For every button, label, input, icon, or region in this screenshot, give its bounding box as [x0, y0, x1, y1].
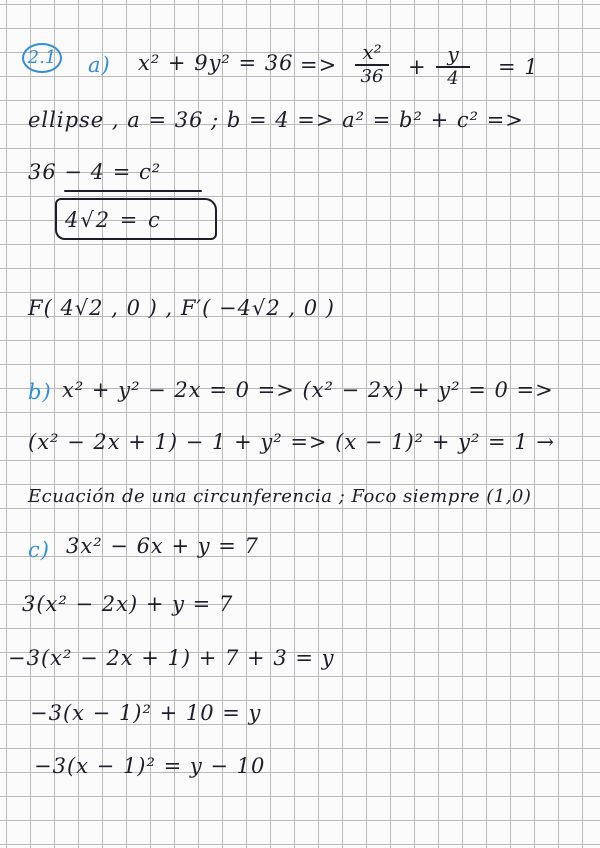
part-a-line2: ellipse , a = 36 ; b = 4 => a² = b² + c² =>: [28, 108, 524, 132]
part-c-label: c): [28, 538, 50, 562]
fraction-x-denominator: 36: [360, 66, 384, 87]
part-c-line2: 3(x² − 2x) + y = 7: [22, 592, 234, 616]
fraction-y-over-4: [436, 44, 470, 88]
exercise-number: 2.1: [27, 47, 57, 68]
fraction-plus: +: [408, 55, 427, 79]
fraction-rhs: = 1: [498, 55, 539, 79]
boxed-result: [55, 198, 217, 240]
exercise-number-badge: [22, 43, 62, 73]
part-a-foci: F( 4√2 , 0 ) , F′( −4√2 , 0 ): [28, 296, 335, 320]
part-a-line3: 36 − 4 = c²: [28, 160, 162, 184]
boxed-result-overline: [64, 190, 202, 192]
boxed-result-text: 4√2 = c: [65, 208, 162, 232]
fraction-x-numerator: x²: [362, 40, 382, 64]
fraction-y-denominator: 4: [447, 68, 459, 89]
part-b-line1: x² + y² − 2x = 0 => (x² − 2x) + y² = 0 =>: [62, 378, 554, 402]
part-b-line2: (x² − 2x + 1) − 1 + y² => (x − 1)² + y² = 1 →: [28, 430, 555, 454]
part-b-line3: Ecuación de una circunferencia ; Foco siempre (1,0): [28, 486, 532, 507]
part-b-label: b): [28, 380, 52, 404]
fraction-y-numerator: y: [447, 42, 459, 66]
fraction-x-over-36: [355, 42, 389, 86]
part-a-label: a): [88, 53, 111, 77]
part-c-line1: 3x² − 6x + y = 7: [66, 534, 259, 558]
part-a-implies: =>: [300, 53, 338, 77]
part-c-line5: −3(x − 1)² = y − 10: [34, 754, 266, 778]
part-a-equation: x² + 9y² = 36: [138, 51, 294, 75]
part-c-line4: −3(x − 1)² + 10 = y: [30, 701, 262, 725]
part-c-line3: −3(x² − 2x + 1) + 7 + 3 = y: [8, 646, 335, 670]
